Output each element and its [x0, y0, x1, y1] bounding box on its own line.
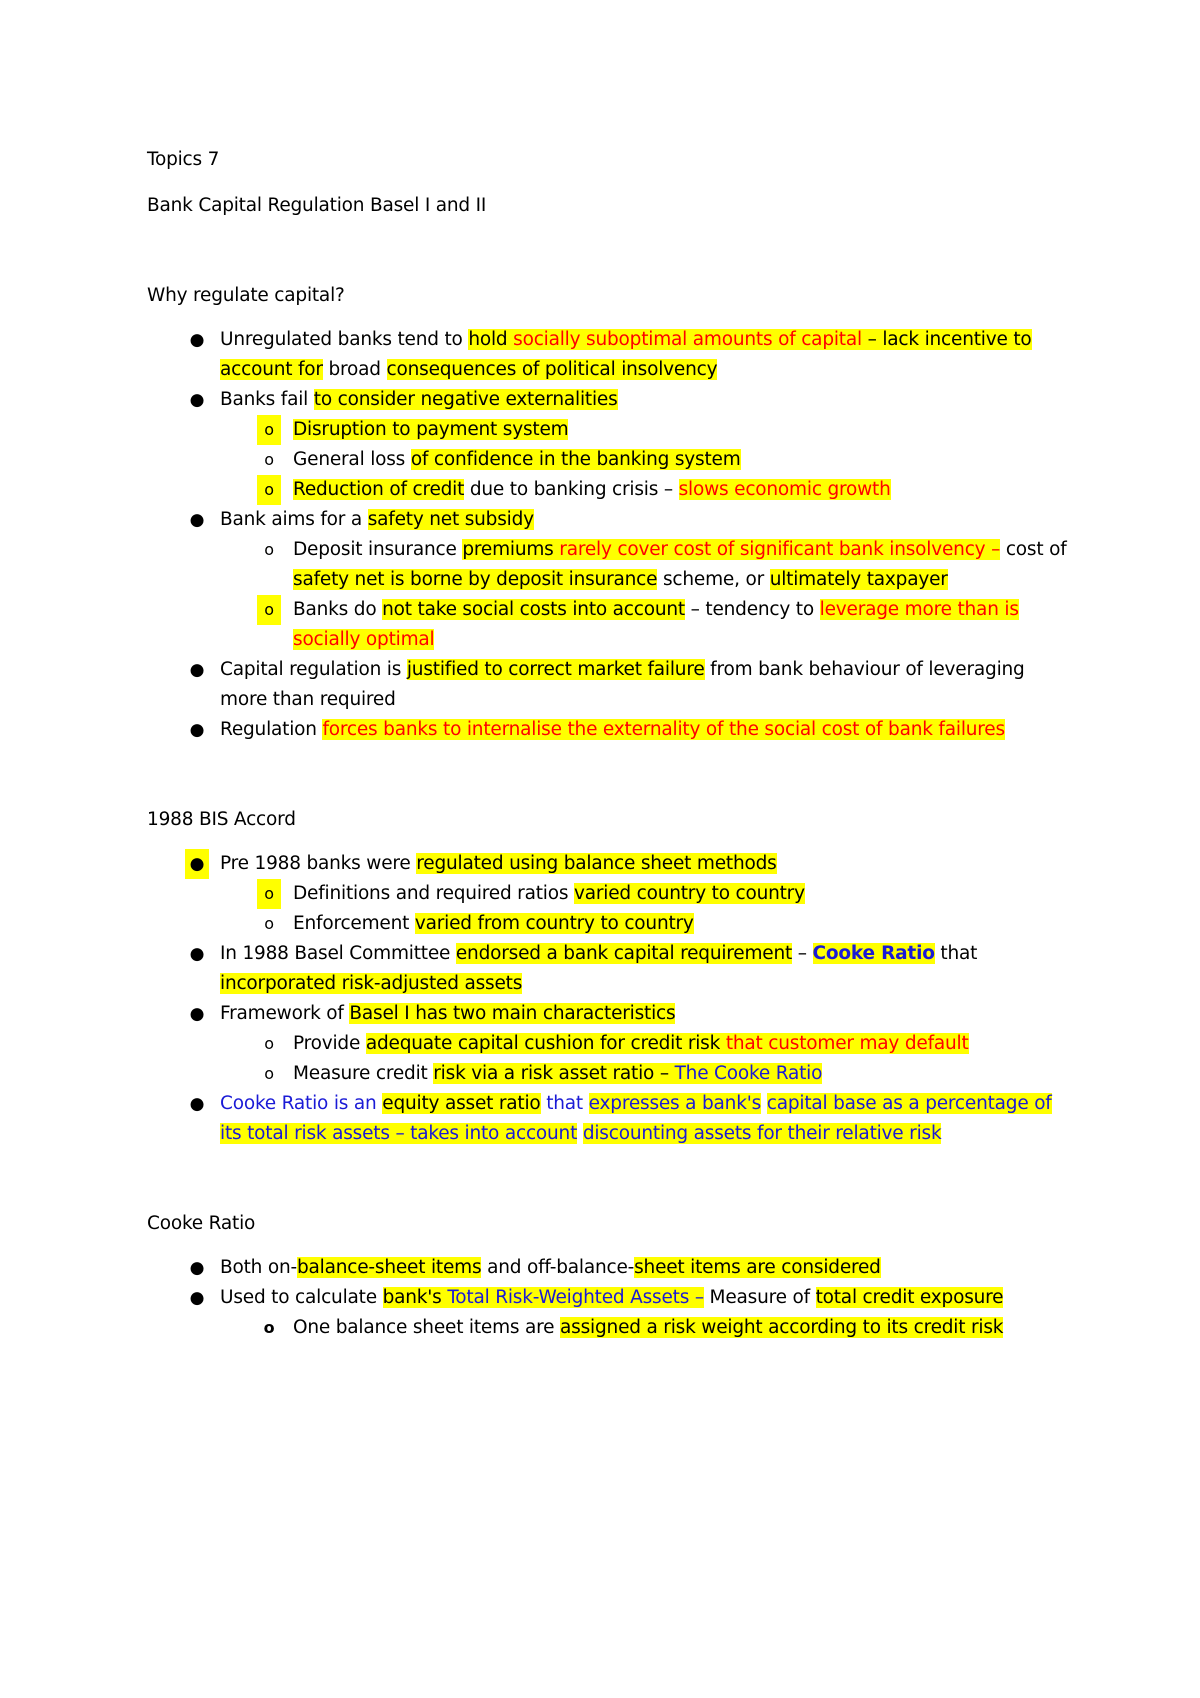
cooke-list — [147, 1253, 1077, 1343]
bullet-icon: ● — [189, 720, 205, 740]
sub-list-item: o Provide adequate capital cushion for credit risk that customer may default — [147, 1029, 1077, 1059]
sub-list-item: o Reduction of credit due to banking crisis – slows economic growth — [147, 475, 1077, 505]
bullet-icon: ● — [189, 1004, 205, 1024]
list-item: ● Capital regulation is justified to correct market failure from bank behaviour of leveraging more than required — [147, 655, 1077, 715]
list-item: ● Both on-balance-sheet items and off-balance-sheet items are considered — [147, 1253, 1077, 1283]
list-item: ● Framework of Basel I has two main characteristics — [147, 999, 1077, 1029]
sub-bullet-icon: o — [263, 1318, 275, 1337]
topic-number: Topics 7 — [147, 149, 220, 170]
bullet-icon: ● — [189, 944, 205, 964]
bullet-icon: ● — [185, 849, 209, 879]
section-heading-cooke: Cooke Ratio — [147, 1213, 256, 1234]
sub-list-item: o Definitions and required ratios varied country to country — [147, 879, 1077, 909]
section-heading-bis: 1988 BIS Accord — [147, 809, 296, 830]
why-list — [147, 325, 1077, 745]
sub-bullet-icon: o — [264, 540, 274, 559]
list-item: ● Cooke Ratio is an equity asset ratio that expresses a bank's capital base as a percentage of its total risk assets – takes into account discounting assets for their relative risk — [147, 1089, 1077, 1149]
bullet-icon: ● — [189, 330, 205, 350]
sub-list-item: o Disruption to payment system — [147, 415, 1077, 445]
document-body — [147, 145, 1077, 1343]
sub-bullet-icon: o — [264, 914, 274, 933]
list-item: ● Bank aims for a safety net subsidy — [147, 505, 1077, 535]
list-item: ● Banks fail to consider negative externalities — [147, 385, 1077, 415]
sub-list-item: o Measure credit risk via a risk asset ratio – The Cooke Ratio — [147, 1059, 1077, 1089]
sub-bullet-icon: o — [264, 1064, 274, 1083]
list-item: ● Used to calculate bank's Total Risk-Weighted Assets – Measure of total credit exposure — [147, 1283, 1077, 1313]
bullet-icon: ● — [189, 1094, 205, 1114]
sub-list-item: o General loss of confidence in the banking system — [147, 445, 1077, 475]
list-item: ● Unregulated banks tend to hold socially suboptimal amounts of capital – lack incentive to account for broad consequences of political insolvency — [147, 325, 1077, 385]
list-item: ● Regulation forces banks to internalise the externality of the social cost of bank failures — [147, 715, 1077, 745]
sub-bullet-icon: o — [257, 595, 281, 625]
section-heading-why: Why regulate capital? — [147, 285, 345, 306]
sub-list-item: o Deposit insurance premiums rarely cover cost of significant bank insolvency – cost of safety net is borne by deposit insurance scheme, or ultimately taxpayer — [147, 535, 1077, 595]
sub-bullet-icon: o — [257, 415, 281, 445]
sub-bullet-icon: o — [264, 450, 274, 469]
list-item: ● In 1988 Basel Committee endorsed a bank capital requirement – Cooke Ratio that incorporated risk-adjusted assets — [147, 939, 1077, 999]
list-item: ● Pre 1988 banks were regulated using balance sheet methods — [147, 849, 1077, 879]
bis-list — [147, 849, 1077, 1149]
bullet-icon: ● — [189, 660, 205, 680]
bullet-icon: ● — [189, 1258, 205, 1278]
bullet-icon: ● — [189, 390, 205, 410]
sub-list-item: o One balance sheet items are assigned a risk weight according to its credit risk — [147, 1313, 1077, 1343]
bullet-icon: ● — [189, 1288, 205, 1308]
sub-list-item: o Enforcement varied from country to country — [147, 909, 1077, 939]
sub-bullet-icon: o — [257, 879, 281, 909]
sub-list-item: o Banks do not take social costs into account – tendency to leverage more than is socially optimal — [147, 595, 1077, 655]
bullet-icon: ● — [189, 510, 205, 530]
document-title: Bank Capital Regulation Basel I and II — [147, 195, 487, 216]
sub-bullet-icon: o — [257, 475, 281, 505]
sub-bullet-icon: o — [264, 1034, 274, 1053]
